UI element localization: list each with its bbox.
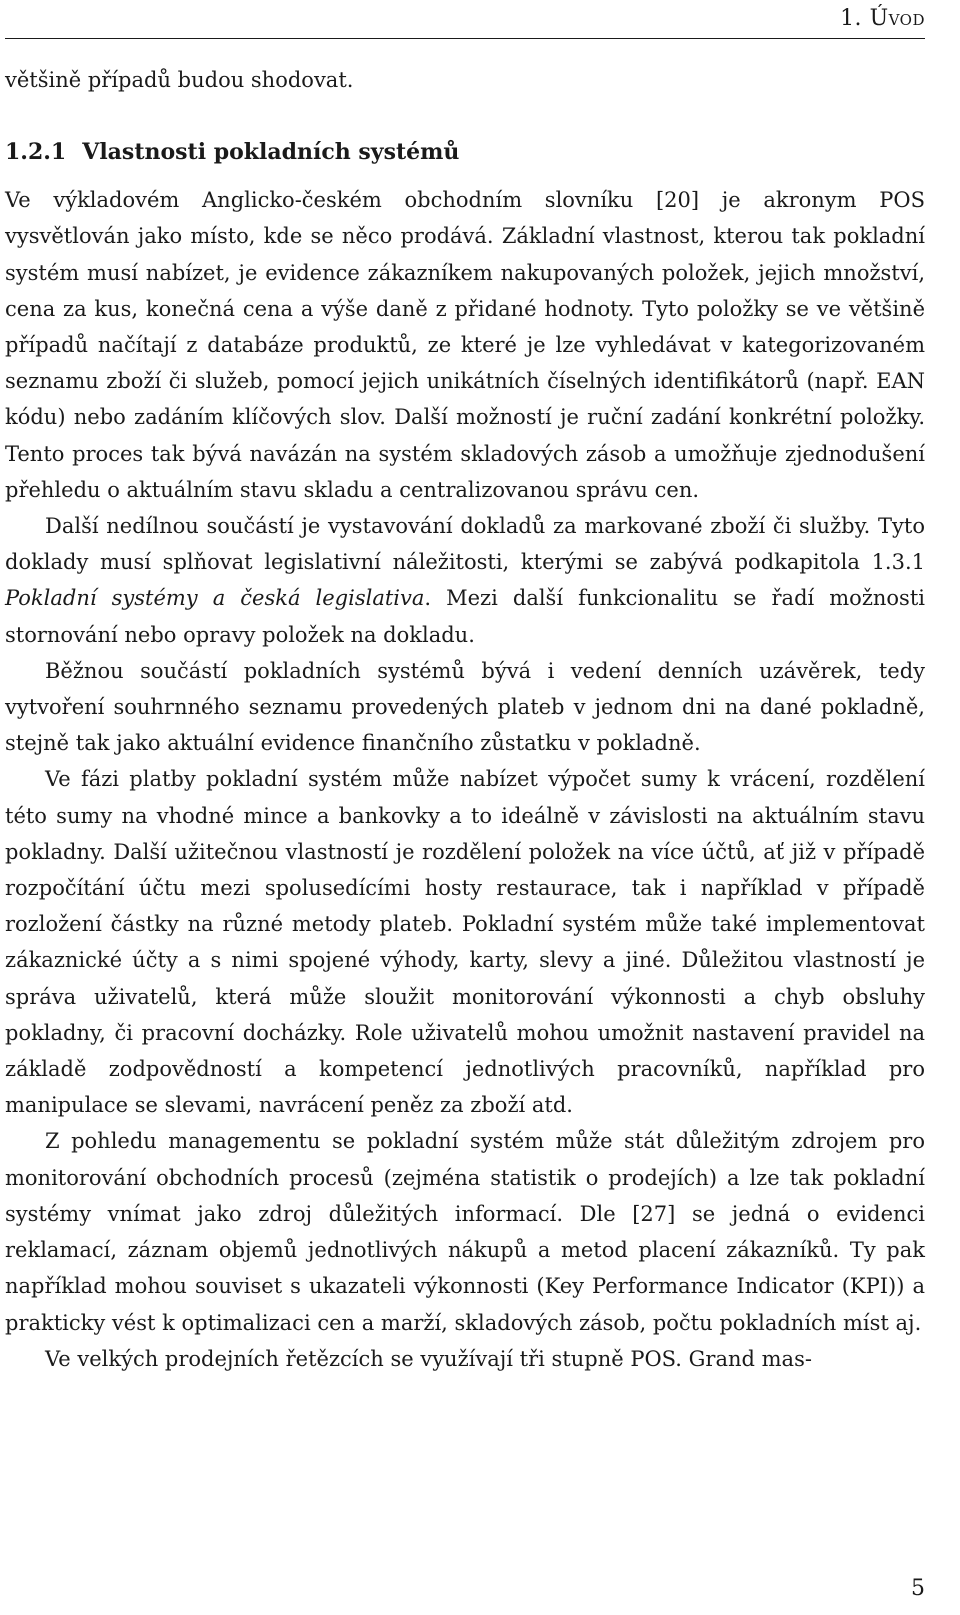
page-body — [5, 62, 925, 1377]
section-title: Vlastnosti pokladních systémů — [82, 139, 460, 166]
paragraph-4: Ve fázi platby pokladní systém může nabízet výpočet sumy k vrácení, rozdělení této sumy na vhodné mince a bankovky a to ideálně v závislosti na aktuálním stavu pokladny. Další užitečnou vlastností je rozdělení položek na více účtů, ať již v případě rozpočítání účtu mezi spolusedícími hosty restaurace, tak i například v případě rozložení částky na různé metody plateb. Pokladní systém může také implementovat zákaznické účty a s nimi spojené výhody, karty, slevy a jiné. Důležitou vlastností je správa uživatelů, která může sloužit monitorování výkonnosti a chyb obsluhy pokladny, či pracovní docházky. Role uživatelů mohou umožnit nastavení pravidel na základě zodpovědností a kompetencí jednotlivých pracovníků, například pro manipulace se slevami, navrácení peněz za zboží atd. — [5, 767, 925, 1118]
paragraph-5: Z pohledu managementu se pokladní systém může stát důležitým zdrojem pro monitorování obchodních procesů (zejména statistik o prodejích) a lze tak pokladní systémy vnímat jako zdroj důležitých informací. Dle [27] se jedná o evidenci reklamací, záznam objemů jednotlivých nákupů a metod placení zákazníků. Ty pak například mohou souviset s ukazateli výkonnosti (Key Performance Indicator (KPI)) a prakticky vést k optimalizaci cen a marží, skladových zásob, počtu pokladních míst aj. — [5, 1129, 925, 1335]
paragraph-2 — [5, 508, 925, 653]
paragraph-3: Běžnou součástí pokladních systémů bývá i vedení denních uzávěrek, tedy vytvoření souhrnného seznamu provedených plateb v jednom dni na dané pokladně, stejně tak jako aktuální evidence finančního zůstatku v pokladně. — [5, 658, 925, 756]
paragraph-2-text-end: . Mezi další funkcionalitu se řadí možnosti stornování nebo opravy položek na dokladu. — [5, 586, 925, 647]
paragraph-6: Ve velkých prodejních řetězcích se využívají tři stupně POS. Grand mas- — [45, 1346, 812, 1371]
running-header — [840, 6, 925, 31]
chapter-title: Úvod — [869, 6, 925, 31]
header-rule — [5, 38, 925, 39]
page-number: 5 — [911, 1576, 925, 1601]
cross-reference-title: Pokladní systémy a česká legislativa — [5, 586, 425, 611]
continuation-paragraph: většině případů budou shodovat. — [5, 68, 354, 92]
paragraph-2-text-start: Další nedílnou součástí je vystavování dokladů za markované zboží či služby. Tyto doklady musí splňovat legislativní náležitosti, kterými se zabývá podkapitola 1.3.1 — [5, 514, 925, 575]
section-heading — [5, 134, 925, 170]
paragraph-1: Ve výkladovém Anglicko-českém obchodním slovníku [20] je akronym POS vysvětlován jako místo, kde se něco prodává. Základní vlastnost, kterou tak pokladní systém musí nabízet, je evidence zákazníkem nakupovaných položek, jejich množství, cena za kus, konečná cena a výše daně z přidané hodnoty. Tyto položky se ve většině případů načítají z databáze produktů, ze které je lze vyhledávat v kategorizovaném seznamu zboží či služeb, pomocí jejich unikátních číselných identifikátorů (např. EAN kódu) nebo zadáním klíčových slov. Další možností je ruční zadání konkrétní položky. Tento proces tak bývá navázán na systém skladových zásob a umožňuje zjednodušení přehledu o aktuálním stavu skladu a centralizovanou správu cen. — [5, 188, 925, 502]
section-number: 1.2.1 — [5, 139, 67, 166]
document-page — [5, 0, 925, 1615]
chapter-number: 1. — [840, 6, 863, 31]
